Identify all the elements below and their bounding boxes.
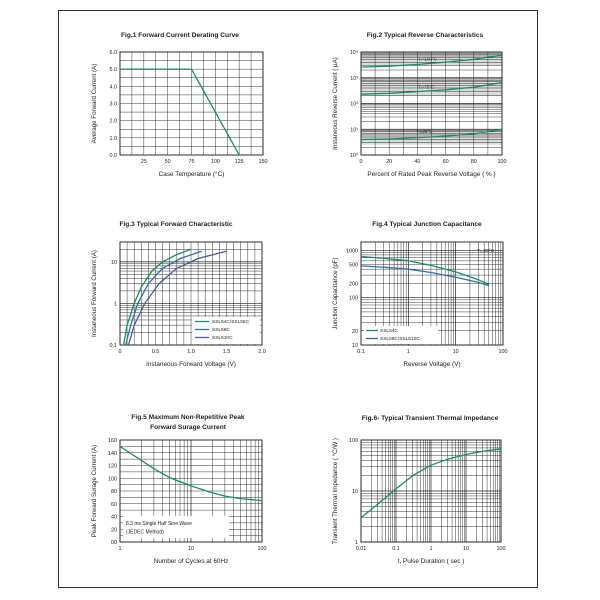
fig1-y-axis-label: Average Forward Current (A): [91, 63, 98, 144]
fig4-x-tick-label: 10: [452, 349, 459, 355]
fig2-x-tick-label: 0: [359, 159, 363, 165]
fig5-y-tick-label: 120: [108, 463, 117, 470]
fig6-y-axis-label: Transient Thermal Impedance ( °C/W ): [332, 438, 339, 544]
fig4-legend-label: SSL56C/SSL510C: [380, 337, 420, 342]
fig4-y-tick-label: 20: [352, 328, 358, 335]
fig3-y-tick-label: 0.1: [109, 343, 117, 349]
fig6-y-tick-label: 10: [352, 489, 358, 495]
fig6-y-tick-label: 100: [349, 438, 358, 444]
fig5-y-axis-label: Peak Forward Surage Current (A): [91, 444, 98, 538]
fig4-title: Fig.4 Typical Junction Capacitance: [372, 221, 482, 228]
fig3-chart: [91, 221, 266, 368]
fig2-chart: [332, 32, 507, 178]
fig4-chart: [332, 221, 508, 368]
fig3-title: Fig.3 Typical Forward Characteristic: [119, 221, 233, 228]
fig5-y-tick-label: 60: [111, 501, 117, 508]
fig6-x-axis-label: t, Pulse Duration ( sec ): [397, 558, 465, 565]
fig5-chart: [91, 414, 267, 565]
fig3-legend-label: SSL510C: [212, 336, 233, 341]
fig1-y-tick-label: 0.0: [109, 153, 117, 159]
fig2-y-tick-label: 10²: [350, 101, 358, 108]
fig5-y-tick-label: 40: [111, 514, 117, 521]
fig2-x-tick-label: 60: [442, 159, 449, 165]
fig3-x-tick-label: 0: [118, 349, 122, 355]
fig1-y-tick-label: 2.0: [109, 118, 117, 125]
fig2-series-label: Tⱼ=100°C: [418, 56, 438, 62]
fig1-x-axis-label: Case Temperature (°C): [158, 171, 225, 178]
fig5-annotation-line: 8.3 ms Single Half Sine Wave: [126, 521, 192, 527]
fig1-x-tick-label: 25: [140, 159, 147, 165]
fig6-y-tick-label: 1: [355, 540, 358, 546]
fig1-grid: [120, 52, 263, 155]
fig2-y-tick-label: 10⁰: [349, 153, 358, 159]
fig5-x-tick-label: 1: [118, 546, 122, 552]
fig3-legend-label: SSL54C/SSL55C: [212, 320, 250, 325]
fig6-x-tick-label: 1: [429, 546, 433, 552]
fig2-x-axis-label: Percent of Rated Peak Reverse Voltage ( % ): [367, 171, 496, 178]
fig1-x-tick-label: 125: [234, 159, 244, 165]
fig6-x-tick-label: 10: [463, 546, 469, 552]
fig5-x-axis-label: Number of Cycles at 60Hz: [153, 558, 229, 565]
fig5-y-tick-label: 80: [111, 489, 117, 495]
fig4-x-tick-label: 1: [406, 349, 410, 355]
fig4-y-tick-label: 10: [352, 343, 358, 349]
fig6-chart: [332, 415, 506, 565]
fig6-grid: [361, 440, 501, 542]
fig2-y-tick-label: 10³: [350, 75, 358, 82]
fig4-legend-label: SSL54C: [380, 329, 398, 334]
fig1-x-tick-label: 150: [258, 159, 268, 165]
fig1-y-tick-label: 4.0: [109, 84, 117, 91]
fig5-y-tick-label: 20: [111, 527, 117, 534]
fig6-x-tick-label: 100: [496, 546, 506, 552]
fig1-title: Fig.1 Forward Current Derating Curve: [121, 32, 239, 39]
fig1-y-tick-label: 5.0: [109, 67, 117, 74]
fig2-title: Fig.2 Typical Reverse Characteristics: [366, 32, 484, 39]
fig2-y-tick-label: 10⁴: [349, 50, 358, 56]
fig4-series-1-line: [361, 266, 489, 286]
fig2-x-tick-label: 80: [470, 159, 477, 165]
fig3-x-axis-label: Instaneous Forward Voltage (V): [146, 361, 236, 368]
fig2-series-label: Tⱼ=25°C: [416, 129, 433, 135]
fig3-x-tick-label: 1.5: [222, 349, 231, 355]
fig4-legend: [364, 326, 438, 344]
fig6-title: Fig.6- Typical Transient Thermal Impedance: [361, 415, 499, 422]
fig1-x-tick-label: 75: [188, 159, 195, 165]
fig5-y-tick-label: 00: [111, 540, 117, 546]
fig5-y-tick-label: 140: [108, 450, 117, 457]
fig5-y-tick-label: 160: [108, 438, 117, 444]
fig5-x-tick-label: 10: [188, 546, 194, 552]
fig3-y-tick-label: 1: [114, 301, 117, 308]
fig4-y-tick-label: 100: [349, 295, 358, 302]
fig4-y-axis-label: Junction Capacitance (pF): [332, 257, 339, 330]
fig2-y-axis-label: Instaneous Reverse Current ( µA): [332, 57, 339, 150]
fig4-x-axis-label: Reverse Voltage (V): [403, 361, 461, 368]
fig2-y-tick-label: 10¹: [350, 127, 358, 134]
fig5-title-line: Fig.5 Maximum Non-Repetitive Peak: [131, 414, 245, 421]
fig4-y-tick-label: 500: [349, 262, 358, 269]
fig3-x-tick-label: 2.0: [258, 349, 266, 355]
fig1-y-tick-label: 3.0: [109, 101, 117, 108]
fig1-x-tick-label: 100: [210, 159, 220, 165]
fig4-y-tick-label: 1000: [346, 248, 358, 255]
fig4-annotation: Tⱼ=25°C: [477, 249, 495, 254]
fig5-x-tick-label: 100: [257, 546, 267, 552]
fig6-x-tick-label: 0.1: [392, 546, 400, 552]
fig5-y-tick-label: 100: [108, 476, 117, 483]
fig1-y-tick-label: 6.0: [109, 50, 117, 56]
fig3-x-tick-label: 1.0: [187, 349, 195, 355]
fig4-x-tick-label: 100: [498, 349, 508, 355]
fig2-series-label: Tⱼ=75°C: [418, 84, 435, 90]
fig1-y-tick-label: 1.0: [109, 135, 117, 142]
fig6-x-tick-label: 0.01: [355, 546, 367, 552]
fig4-x-tick-label: 0.1: [357, 349, 365, 355]
fig3-legend: [192, 317, 260, 344]
fig2-x-tick-label: 100: [497, 159, 507, 165]
fig5-title-line: Forward Surage Current: [150, 424, 226, 431]
fig2-x-tick-label: 20: [386, 159, 393, 165]
fig3-y-tick-label: 10: [111, 259, 117, 266]
fig3-legend-label: SSL56C: [212, 328, 230, 333]
fig4-y-tick-label: 200: [349, 281, 358, 288]
fig5-annotation-line: (JEDEC Method): [126, 529, 164, 536]
fig3-x-tick-label: 0.5: [151, 349, 160, 355]
fig1-chart: [91, 32, 268, 178]
fig1-x-tick-label: 50: [164, 159, 171, 165]
fig3-y-axis-label: Instaneous Forward Current (A): [91, 249, 98, 338]
fig2-x-tick-label: 40: [414, 159, 421, 165]
